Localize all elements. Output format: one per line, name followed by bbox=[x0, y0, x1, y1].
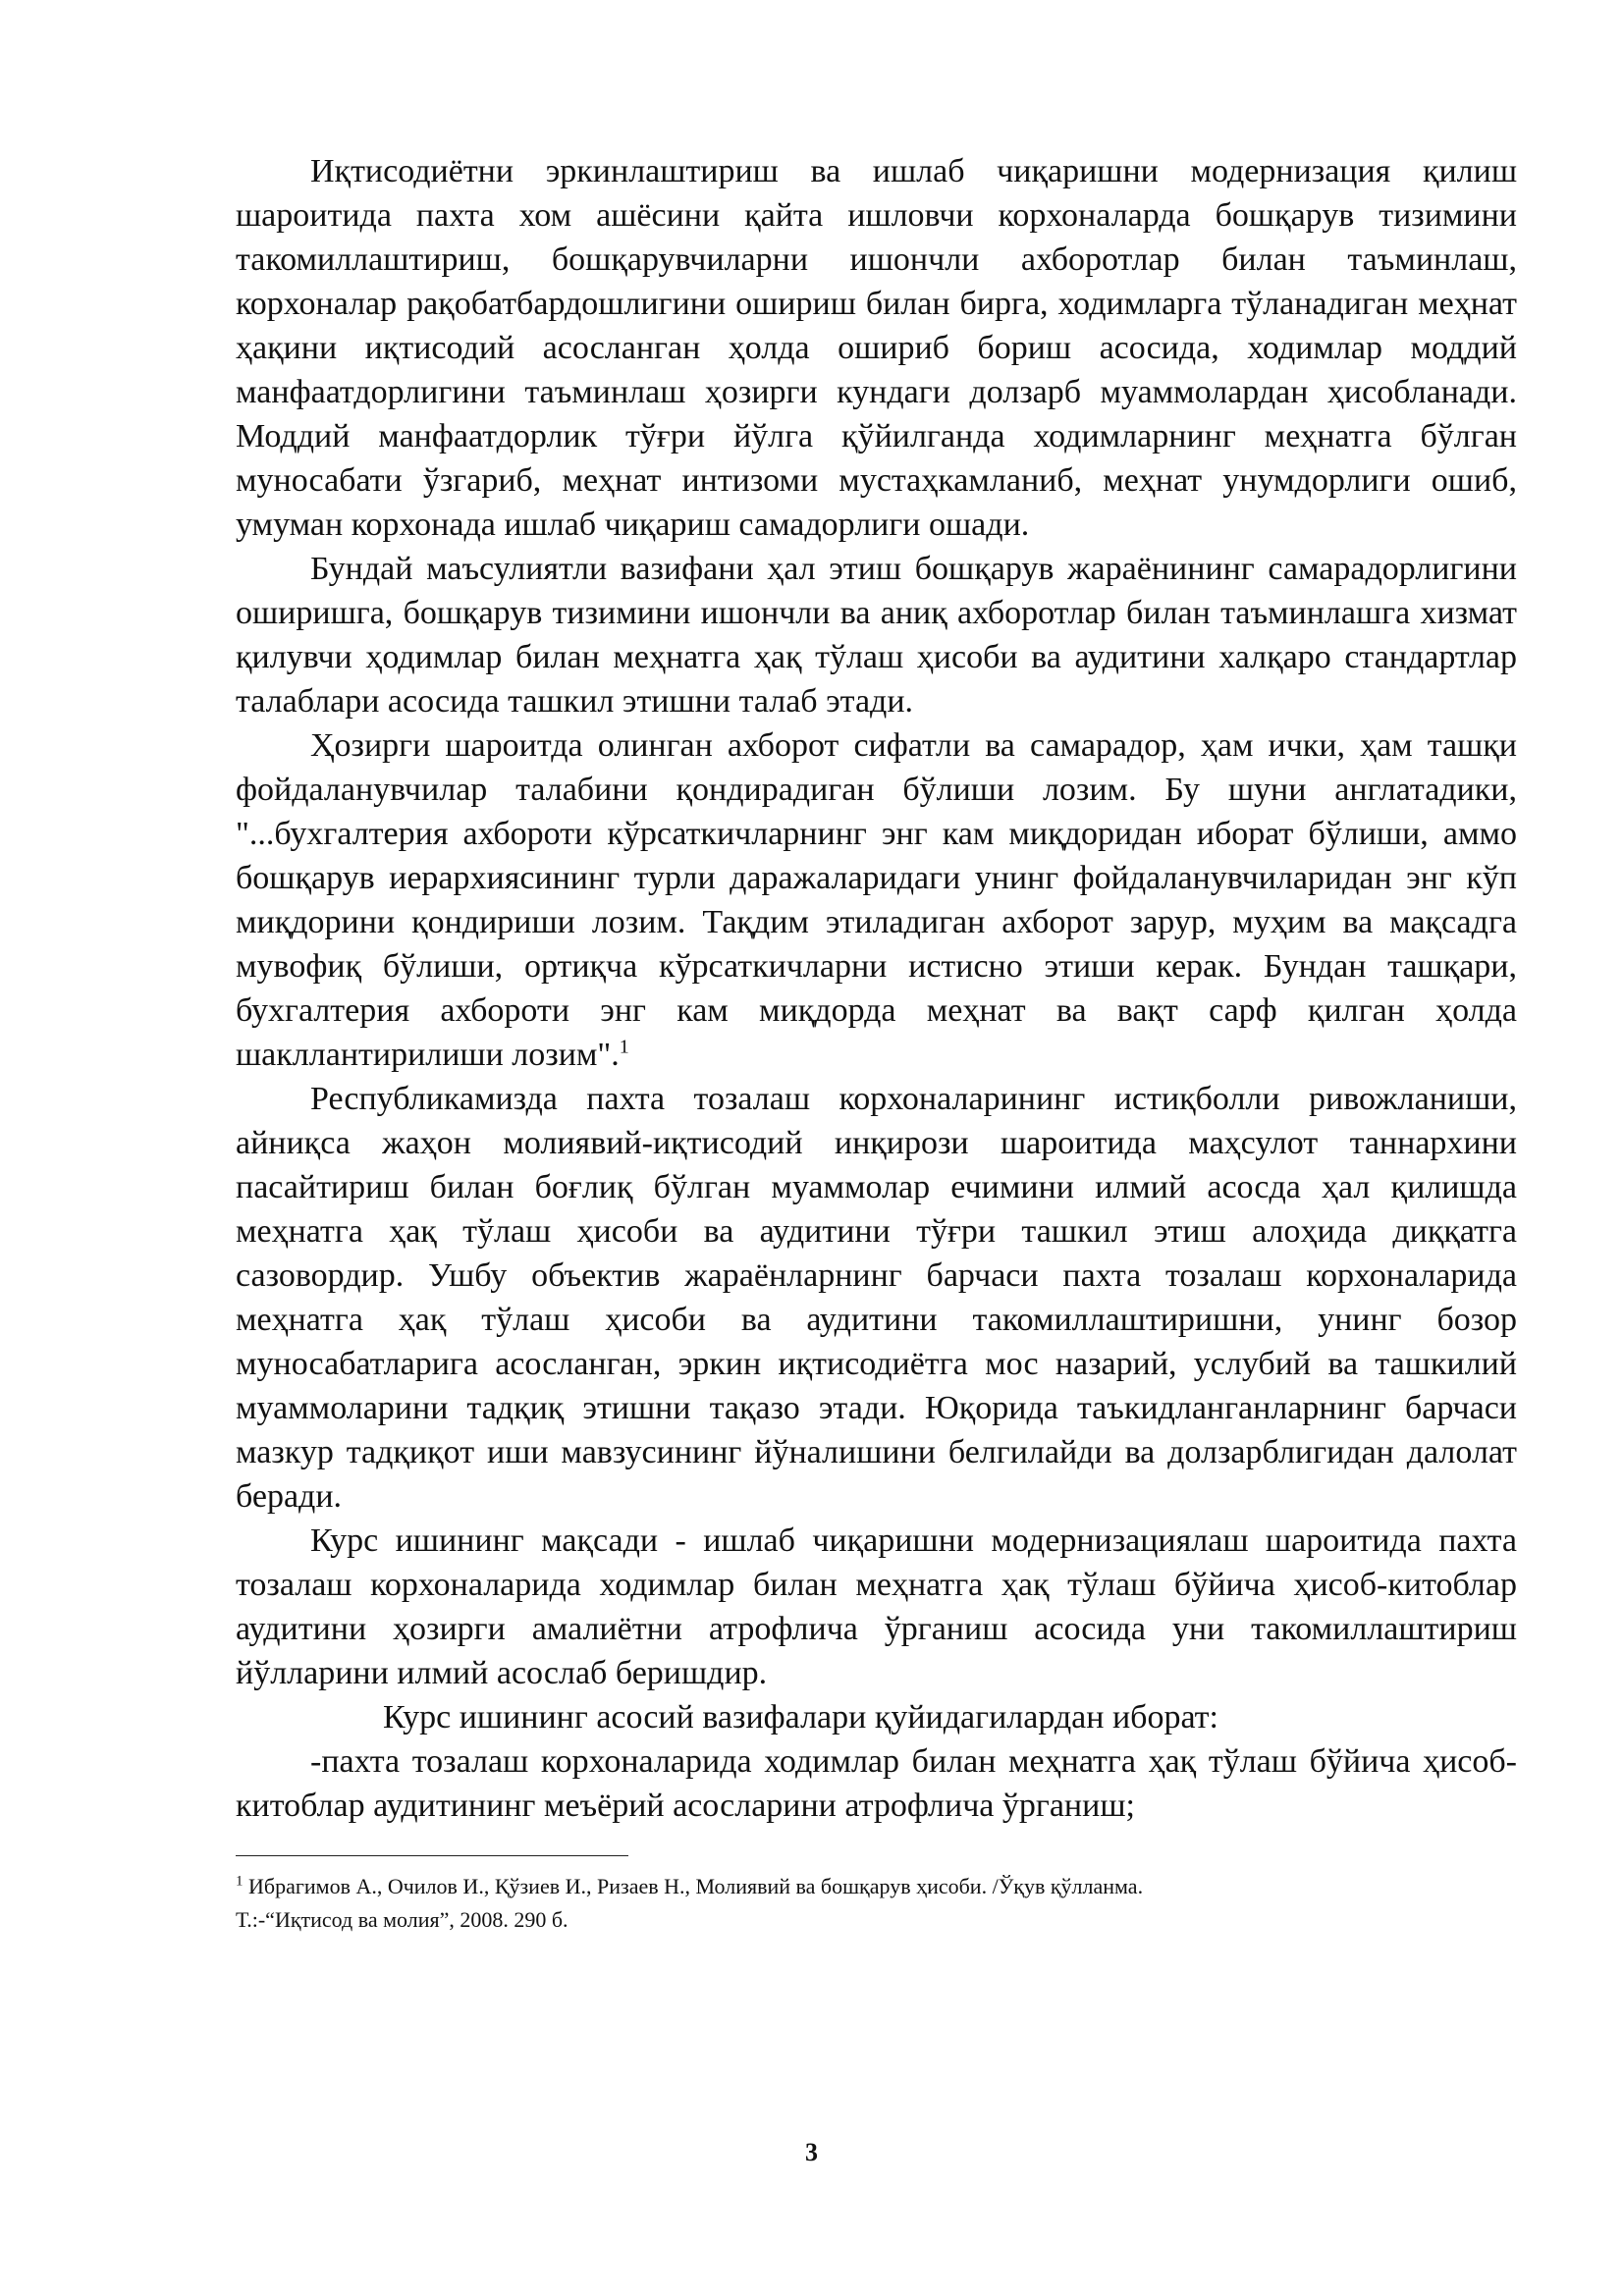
paragraph-3-text: Ҳозирги шароитда олинган ахборот сифатли ва самарадор, ҳам ички, ҳам ташқи фойдаланувчилар талабини қондирадиган бўлиши лозим. Бу шуни англатадики, "...бухгалтерия ахбороти кўрсаткичларнинг энг кам миқдоридан иборат бўлиши, аммо бошқарув иерархиясининг турли даражаларидаги унинг фойдаланувчиларидан энг кўп миқдорини қондириши лозим. Тақдим этиладиган ахборот зарур, муҳим ва мақсадга мувофиқ бўлиши, ортиқча кўрсаткичларни истисно этиши керак. Бундан ташқари, бухгалтерия ахбороти энг кам миқдорда меҳнат ва вақт сарф қилган ҳолда шакллантирилиши лозим". bbox=[236, 727, 1517, 1073]
footnote-number: 1 bbox=[236, 1873, 243, 1890]
footnote-line-2: Т.:-“Иқтисод ва молия”, 2008. 290 б. bbox=[236, 1907, 568, 1932]
page-number: 3 bbox=[805, 2138, 818, 2166]
paragraph-1: Иқтисодиётни эркинлаштириш ва ишлаб чиқаришни модернизация қилиш шароитида пахта хом ашёсини қайта ишловчи корхоналарда бошқарув тизимини такомиллаштириш, бошқарувчиларни ишончли ахборотлар билан таъминлаш, корхоналар рақобатбардошлигини ошириш билан бирга, ходимларга тўланадиган меҳнат ҳақини иқтисодий асосланган ҳолда ошириб бориш асосида, ходимлар моддий манфаатдорлигини таъминлаш ҳозирги кундаги долзарб муаммолардан ҳисобланади. Моддий манфаатдорлик тўғри йўлга қўйилганда ходимларнинг меҳнатга бўлган муносабати ўзгариб, меҳнат интизоми мустаҳкамланиб, меҳнат унумдорлиги ошиб, умуман корхонада ишлаб чиқариш самадорлиги ошади. bbox=[236, 153, 1517, 543]
footnote-line-1: Ибрагимов А., Очилов И., Қўзиев И., Ризаев Н., Молиявий ва бошқарув ҳисоби. /Ўқув қўлланма. bbox=[248, 1874, 1144, 1898]
paragraph-6: Курс ишининг асосий вазифалари қуйидагилардан иборат: bbox=[383, 1699, 1218, 1735]
paragraph-2: Бундай маъсулиятли вазифани ҳал этиш бошқарув жараёнининг самарадорлигини оширишга, бошқарув тизимини ишончли ва аниқ ахборотлар билан таъминлашга хизмат қилувчи ҳодимлар билан меҳнатга ҳақ тўлаш ҳисоби ва аудитини халқаро стандартлар талаблари асосида ташкил этишни талаб этади. bbox=[236, 551, 1517, 720]
footnote-divider bbox=[236, 1855, 628, 1856]
paragraph-7: -пахта тозалаш корхоналарида ходимлар билан меҳнатга ҳақ тўлаш бўйича ҳисоб-китоблар аудитининг меъёрий асосларини атрофлича ўрганиш; bbox=[236, 1743, 1517, 1824]
paragraph-4: Республикамизда пахта тозалаш корхоналарининг истиқболли ривожланиши, айниқса жаҳон молиявий-иқтисодий инқирози шароитида маҳсулот таннархини пасайтириш билан боғлиқ бўлган муаммолар ечимини илмий асосда ҳал қилишда меҳнатга ҳақ тўлаш ҳисоби ва аудитини тўғри ташкил этиш алоҳида диққатга сазовордир. Ушбу объектив жараёнларнинг барчаси пахта тозалаш корхоналарида меҳнатга ҳақ тўлаш ҳисоби ва аудитини такомиллаштиришни, унинг бозор муносабатларига асосланган, эркин иқтисодиётга мос назарий, услубий ва ташкилий муаммоларини тадқиқ этишни тақазо этади. Юқорида таъкидланганларнинг барчаси мазкур тадқиқот иши мавзусининг йўналишини белгилайди ва долзарблигидан далолат беради. bbox=[236, 1081, 1517, 1515]
footnote-reference[interactable]: 1 bbox=[619, 1036, 629, 1058]
footnote bbox=[236, 1870, 1517, 1937]
body-text bbox=[236, 149, 1517, 1828]
paragraph-5: Курс ишининг мақсади - ишлаб чиқаришни модернизациялаш шароитида пахта тозалаш корхоналарида ходимлар билан меҳнатга ҳақ тўлаш бўйича ҳисоб-китоблар аудитини ҳозирги амалиётни атрофлича ўрганиш асосида уни такомиллаштириш йўлларини илмий асослаб беришдир. bbox=[236, 1522, 1517, 1691]
paragraph-3 bbox=[236, 723, 1517, 1077]
